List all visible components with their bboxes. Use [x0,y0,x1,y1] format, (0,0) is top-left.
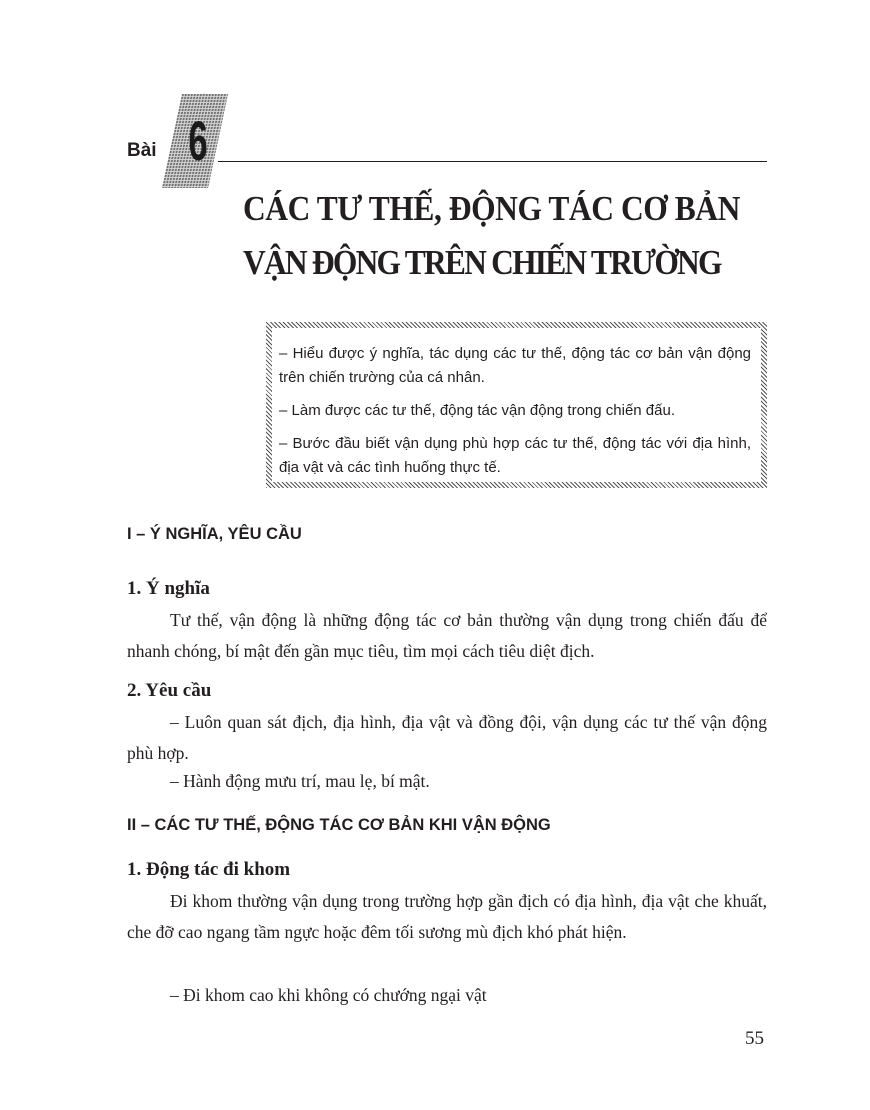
section-1-2-item-2: – Hành động mưu trí, mau lẹ, bí mật. [170,771,430,791]
objectives-content [272,328,761,482]
page-number: 55 [745,1028,764,1049]
section-1-2-item-1 [127,707,767,769]
section-1-1-heading: 1. Ý nghĩa [127,578,210,599]
lesson-title-line-1: CÁC TƯ THẾ, ĐỘNG TÁC CƠ BẢN [243,189,740,228]
objective-item: – Làm được các tư thế, động tác vận động trong chiến đấu. [279,402,675,419]
section-2-1-paragraph [127,886,767,948]
section-1-2-item-1-text: – Luôn quan sát địch, địa hình, địa vật và đồng đội, vận dụng các tư thế vận động phù hợp. [127,712,767,763]
objective-item: – Bước đầu biết vận dụng phù hợp các tư thế, động tác với địa hình, địa vật và các tình huống thực tế. [279,435,751,476]
lesson-title-line-2: VẬN ĐỘNG TRÊN CHIẾN TRƯỜNG [243,243,721,282]
section-1-2-heading: 2. Yêu cầu [127,680,212,701]
section-2-1-text: Đi khom thường vận dụng trong trường hợp gần địch có địa hình, địa vật che khuất, che đỡ cao ngang tầm ngực hoặc đêm tối sương mù địch khó phát hiện. [127,891,767,942]
lesson-number: 6 [188,109,208,172]
section-2-1-item-1: – Đi khom cao khi không có chướng ngại vật [170,985,487,1005]
lesson-label: Bài [127,140,157,161]
section-2-heading: II – CÁC TƯ THẾ, ĐỘNG TÁC CƠ BẢN KHI VẬN ĐỘNG [127,816,551,834]
title-rule [218,161,767,162]
section-1-1-paragraph [127,605,767,667]
objectives-box [266,322,767,488]
objective-item: – Hiểu được ý nghĩa, tác dụng các tư thế, động tác cơ bản vận động trên chiến trường của cá nhân. [279,345,751,386]
section-2-1-heading: 1. Động tác đi khom [127,859,291,880]
section-1-1-text: Tư thế, vận động là những động tác cơ bản thường vận dụng trong chiến đấu để nhanh chóng, bí mật đến gần mục tiêu, tìm mọi cách tiêu diệt địch. [127,610,767,661]
section-1-heading: I – Ý NGHĨA, YÊU CẦU [127,525,302,543]
